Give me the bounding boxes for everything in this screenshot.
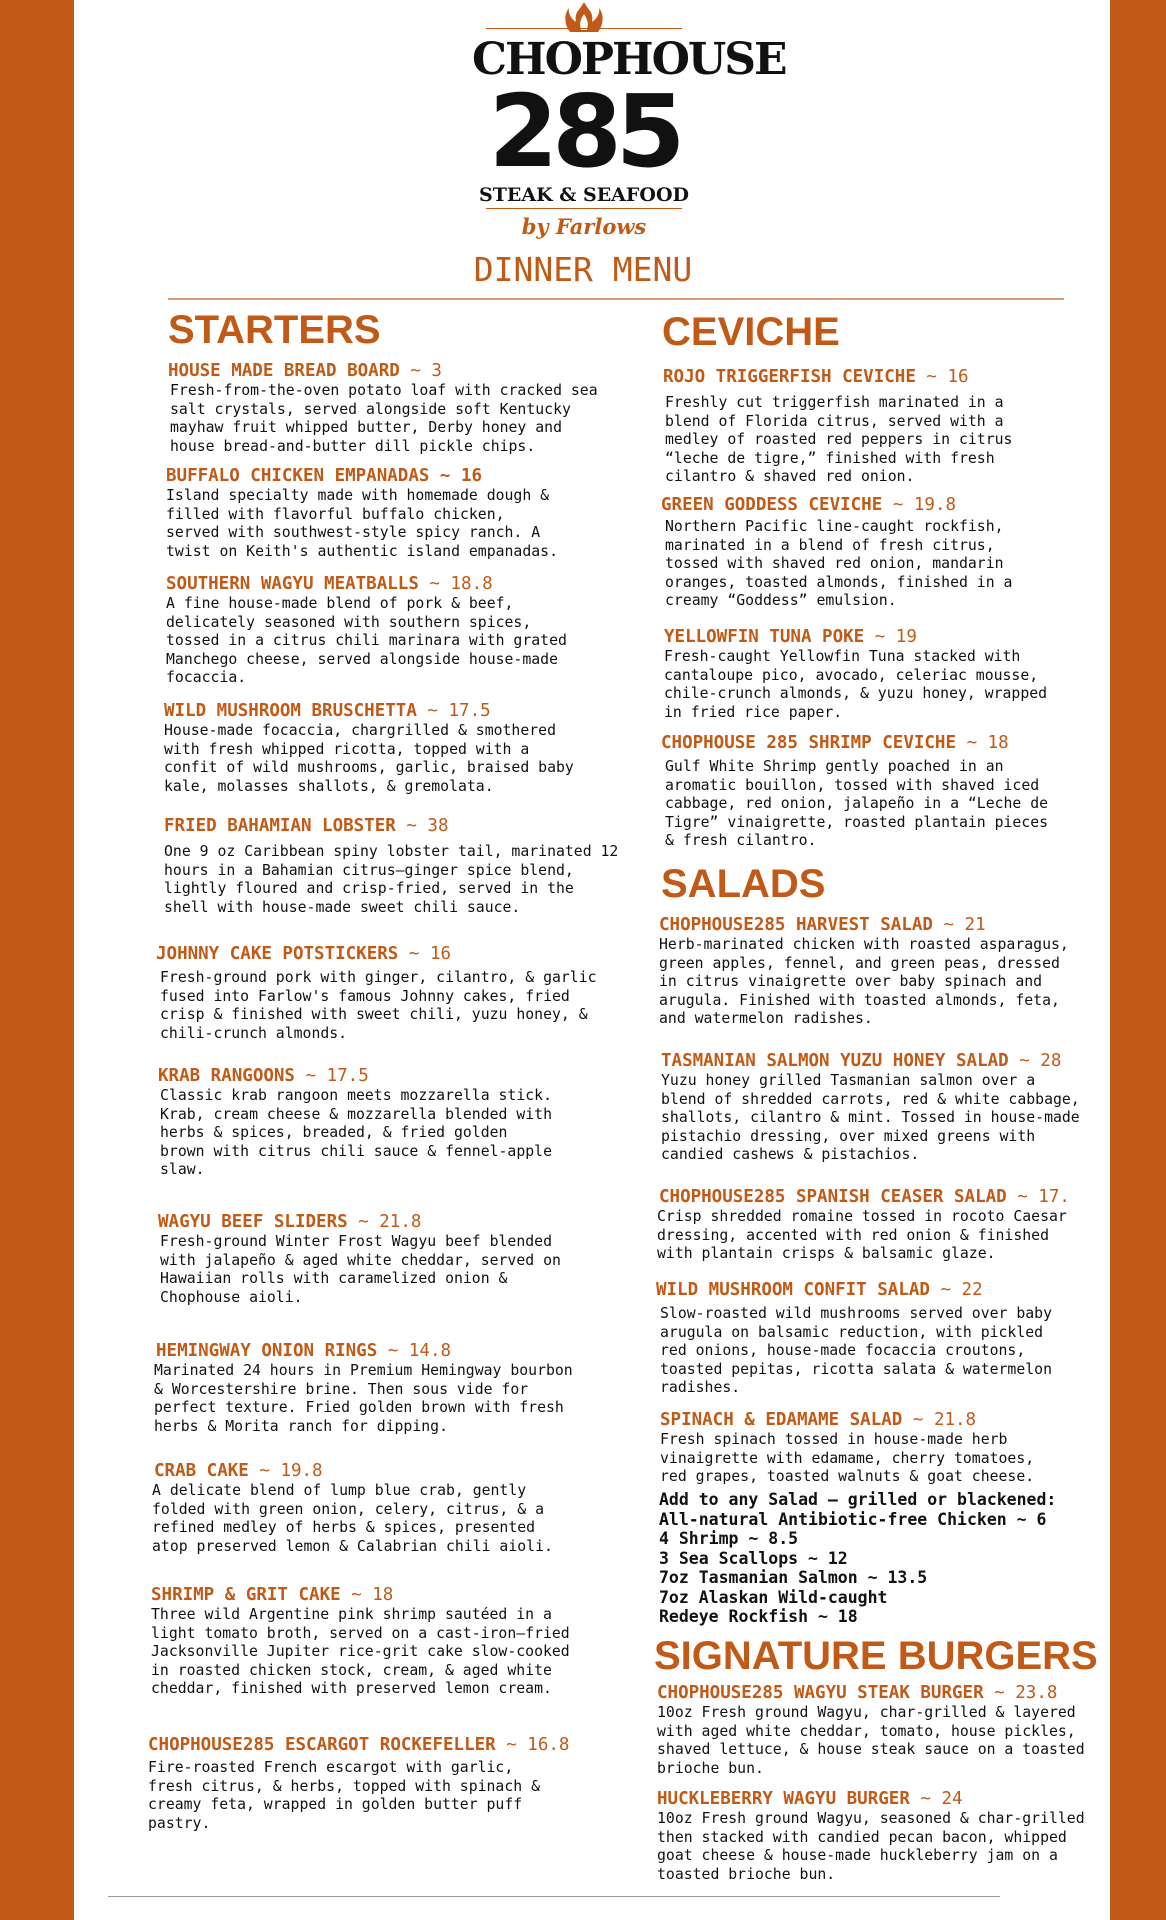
item-name: CHOPHOUSE285 HARVEST SALAD ~ 21 <box>659 915 986 935</box>
ceviche-heading: CEVICHE <box>662 310 840 354</box>
item-name: CHOPHOUSE285 WAGYU STEAK BURGER ~ 23.8 <box>657 1683 1058 1703</box>
item-name: SOUTHERN WAGYU MEATBALLS ~ 18.8 <box>166 574 493 594</box>
starters-heading: STARTERS <box>168 308 381 352</box>
logo-285: 285 <box>488 73 680 190</box>
footer-divider <box>108 1896 1000 1897</box>
item-description: Fresh-from-the-oven potato loaf with cracked sea salt crystals, served alongside soft Kentucky mayhaw fruit whipped butter, Derby honey and house bread-and-butter dill pickle chips. <box>170 382 598 455</box>
logo-by-farlows: by Farlows <box>521 214 647 239</box>
item-description: 10oz Fresh ground Wagyu, seasoned & char-grilled then stacked with candied pecan bacon, whipped goat cheese & house-made huckleberry jam on a toasted brioche bun. <box>657 1810 1085 1883</box>
item-name: SPINACH & EDAMAME SALAD ~ 21.8 <box>660 1410 977 1430</box>
starter-item <box>154 1460 553 1556</box>
starter-item <box>151 1584 570 1699</box>
ceviche-item <box>663 366 1012 487</box>
burgers-heading: SIGNATURE BURGERS <box>654 1634 1098 1678</box>
item-name: CRAB CAKE ~ 19.8 <box>154 1461 323 1481</box>
item-name: HUCKLEBERRY WAGYU BURGER ~ 24 <box>657 1789 963 1809</box>
item-name: FRIED BAHAMIAN LOBSTER ~ 38 <box>164 816 449 836</box>
item-name: BUFFALO CHICKEN EMPANADAS ~ 16 <box>166 466 483 486</box>
item-description: A fine house-made blend of pork & beef, delicately seasoned with southern spices, tossed in a citrus chili marinara with grated Manchego cheese, served alongside house-made focaccia. <box>166 595 567 686</box>
logo-steak-seafood: STEAK & SEAFOOD <box>479 184 689 206</box>
starter-item <box>168 360 598 456</box>
item-description: Classic krab rangoon meets mozzarella stick. Krab, cream cheese & mozzarella blended with herbs & spices, breaded, & fried golden brown with citrus chili sauce & fennel-apple slaw. <box>160 1087 552 1178</box>
starter-item <box>164 815 618 917</box>
item-description: Slow-roasted wild mushrooms served over baby arugula on balsamic reduction, with pickled red onions, house-made focaccia croutons, toasted pepitas, ricotta salata & watermelon radishes. <box>660 1305 1052 1396</box>
item-description: Freshly cut triggerfish marinated in a blend of Florida citrus, served with a medley of roasted red peppers in citrus “leche de tigre,” finished with fresh cilantro & shaved red onion. <box>665 394 1013 485</box>
item-name: ROJO TRIGGERFISH CEVICHE ~ 16 <box>663 367 969 387</box>
logo-rule-top <box>486 28 682 29</box>
item-description: A delicate blend of lump blue crab, gently folded with green onion, celery, citrus, & a refined medley of herbs & spices, presented atop preserved lemon & Calabrian chili aioli. <box>152 1482 553 1555</box>
item-description: Gulf White Shrimp gently poached in an aromatic bouillon, tossed with shaved iced cabbage, red onion, jalapeño in a “Leche de Tigre” vinaigrette, roasted plantain pieces & fresh cilantro. <box>665 758 1049 849</box>
salad-item <box>660 1409 1034 1487</box>
item-description: Island specialty made with homemade dough & filled with flavorful buffalo chicken, served with southwest-style spicy ranch. A twist on Keith's authentic island empanadas. <box>166 487 558 560</box>
salad-item <box>661 1050 1080 1165</box>
restaurant-logo <box>472 0 786 240</box>
starter-item <box>158 1211 561 1307</box>
item-description: Yuzu honey grilled Tasmanian salmon over a blend of shredded carrots, red & white cabbage, shallots, cilantro & mint. Tossed in house-made pistachio dressing, over mixed greens with candied cashews & pistachios. <box>661 1072 1080 1163</box>
salad-addon-list: Add to any Salad – grilled or blackened: All-natural Antibiotic-free Chicken ~ 6 4 Shrimp ~ 8.5 3 Sea Scallops ~ 12 7oz Tasmanian Salmon ~ 13.5 7oz Alaskan Wild-caught Redeye Rockfish ~ 18 <box>659 1490 1057 1626</box>
ceviche-item <box>661 732 1048 851</box>
item-description: Fresh-ground pork with ginger, cilantro, & garlic fused into Farlow's famous Johnny cakes, fried crisp & finished with sweet chili, yuzu honey, & chili-crunch almonds. <box>160 969 597 1042</box>
starter-item <box>166 573 567 688</box>
item-name: CHOPHOUSE 285 SHRIMP CEVICHE ~ 18 <box>661 733 1009 753</box>
starter-item <box>156 1340 573 1436</box>
starter-item <box>158 1065 552 1180</box>
item-name: JOHNNY CAKE POTSTICKERS ~ 16 <box>156 944 452 964</box>
ceviche-item <box>661 494 1012 611</box>
item-description: Northern Pacific line-caught rockfish, marinated in a blend of fresh citrus, tossed with shaved red onion, mandarin oranges, toasted almonds, finished in a creamy “Goddess” emulsion. <box>665 518 1013 609</box>
item-name: WILD MUSHROOM BRUSCHETTA ~ 17.5 <box>164 701 491 721</box>
item-name: HOUSE MADE BREAD BOARD ~ 3 <box>168 361 442 381</box>
starter-item <box>148 1734 569 1833</box>
item-description: Three wild Argentine pink shrimp sautéed in a light tomato broth, served on a cast-iron–fried Jacksonville Jupiter rice-grit cake slow-cooked in roasted chicken stock, cream, & aged white cheddar, finished with preserved lemon cream. <box>151 1606 570 1697</box>
salads-heading: SALADS <box>661 862 826 906</box>
item-description: Fire-roasted French escargot with garlic, fresh citrus, & herbs, topped with spinach & creamy feta, wrapped in golden butter puff pastry. <box>148 1759 540 1832</box>
item-name: HEMINGWAY ONION RINGS ~ 14.8 <box>156 1341 452 1361</box>
menu-title: DINNER MENU <box>473 250 693 289</box>
item-description: Fresh-ground Winter Frost Wagyu beef blended with jalapeño & aged white cheddar, served on Hawaiian rolls with caramelized onion & Chophouse aioli. <box>160 1233 561 1306</box>
item-name: WILD MUSHROOM CONFIT SALAD ~ 22 <box>656 1280 983 1300</box>
burger-item <box>657 1682 1085 1778</box>
starter-item <box>156 943 597 1043</box>
logo-chophouse: CHOPHOUSE <box>472 34 786 85</box>
item-name: SHRIMP & GRIT CAKE ~ 18 <box>151 1585 394 1605</box>
item-name: YELLOWFIN TUNA POKE ~ 19 <box>664 627 917 647</box>
ceviche-item <box>664 626 1047 722</box>
salad-item <box>659 1186 1070 1264</box>
item-name: TASMANIAN SALMON YUZU HONEY SALAD ~ 28 <box>661 1051 1062 1071</box>
salad-item <box>656 1279 1052 1398</box>
item-name: GREEN GODDESS CEVICHE ~ 19.8 <box>661 495 957 515</box>
item-name: CHOPHOUSE285 SPANISH CEASER SALAD ~ 17. <box>659 1187 1070 1207</box>
item-name: WAGYU BEEF SLIDERS ~ 21.8 <box>158 1212 422 1232</box>
title-divider <box>168 298 1064 300</box>
logo-rule-bottom <box>486 208 682 209</box>
salad-item <box>659 914 1069 1029</box>
item-description: One 9 oz Caribbean spiny lobster tail, marinated 12 hours in a Bahamian citrus–ginger spice blend, lightly floured and crisp-fried, served in the shell with house-made sweet chili sauce. <box>164 843 619 916</box>
item-name: CHOPHOUSE285 ESCARGOT ROCKEFELLER ~ 16.8 <box>148 1735 570 1755</box>
starter-item <box>166 465 558 561</box>
burger-item <box>657 1788 1085 1884</box>
starter-item <box>164 700 574 796</box>
item-description: Marinated 24 hours in Premium Hemingway bourbon & Worcestershire brine. Then sous vide for perfect texture. Fried golden brown with fresh herbs & Morita ranch for dipping. <box>154 1362 573 1435</box>
item-description: Crisp shredded romaine tossed in rocoto Caesar dressing, accented with red onion & finished with plantain crisps & balsamic glaze. <box>657 1208 1067 1262</box>
item-description: Herb-marinated chicken with roasted asparagus, green apples, fennel, and green peas, dressed in citrus vinaigrette over baby spinach and arugula. Finished with toasted almonds, feta, and watermelon radishes. <box>659 936 1069 1027</box>
item-name: KRAB RANGOONS ~ 17.5 <box>158 1066 369 1086</box>
item-description: House-made focaccia, chargrilled & smothered with fresh whipped ricotta, topped with a confit of wild mushrooms, garlic, braised baby kale, molasses shallots, & gremolata. <box>164 722 574 795</box>
item-description: Fresh spinach tossed in house-made herb vinaigrette with edamame, cherry tomatoes, red grapes, toasted walnuts & goat cheese. <box>660 1431 1035 1485</box>
item-description: 10oz Fresh ground Wagyu, char-grilled & layered with aged white cheddar, tomato, house pickles, shaved lettuce, & house steak sauce on a toasted brioche bun. <box>657 1704 1085 1777</box>
item-description: Fresh-caught Yellowfin Tuna stacked with cantaloupe pico, avocado, celeriac mousse, chile-crunch almonds, & yuzu honey, wrapped in fried rice paper. <box>664 648 1048 721</box>
